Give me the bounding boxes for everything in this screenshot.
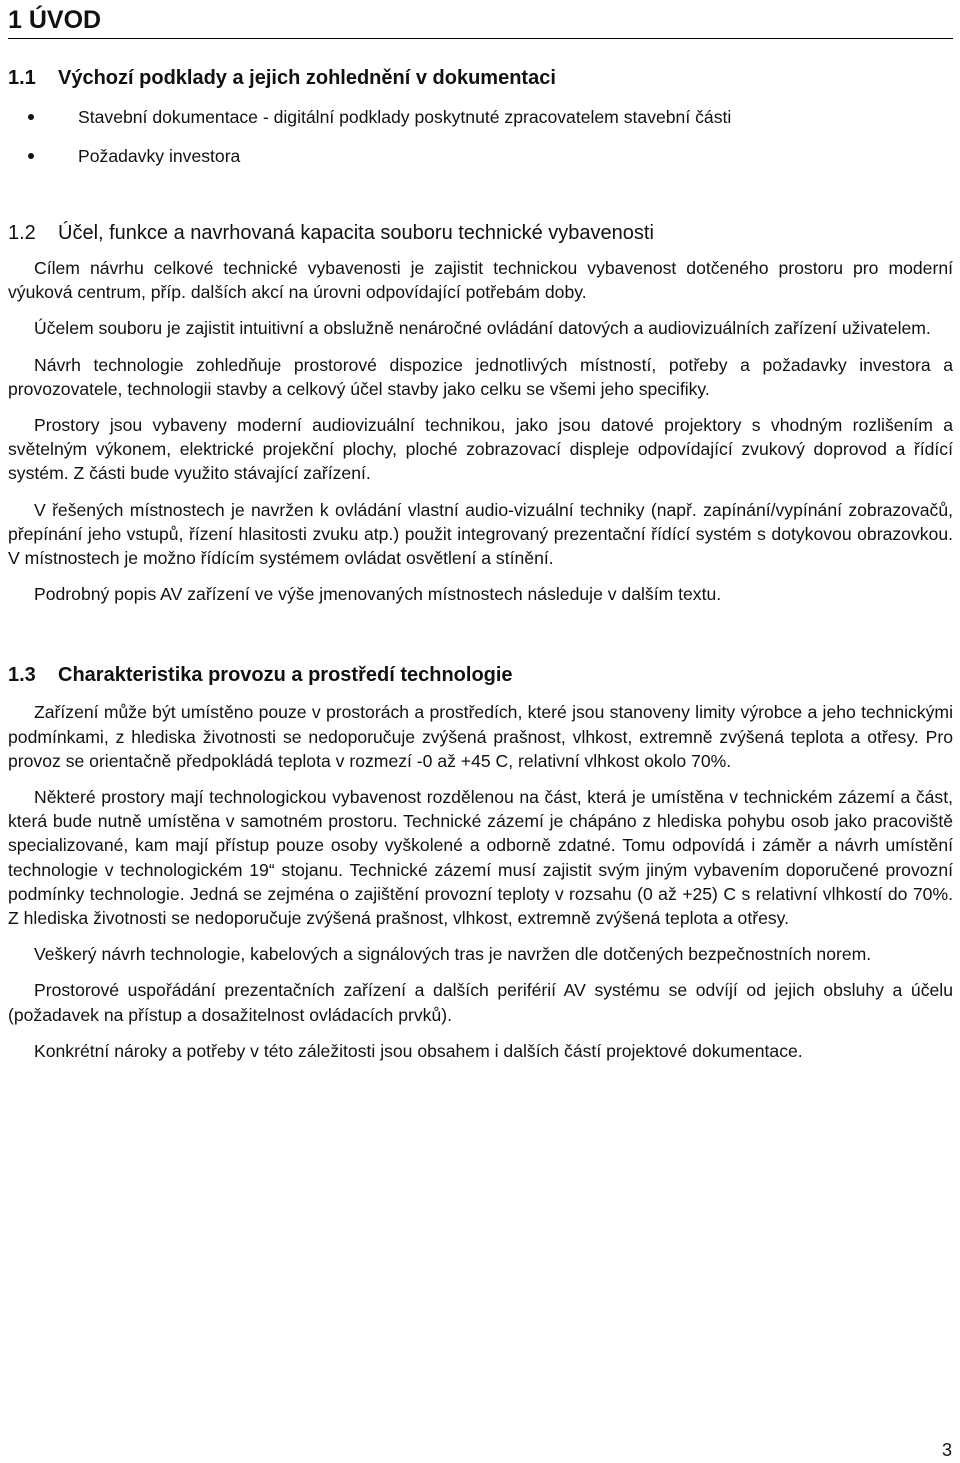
section-title: Výchozí podklady a jejich zohlednění v dokumentaci — [58, 67, 556, 89]
paragraph: Cílem návrhu celkové technické vybavenosti je zajistit technickou vybavenost dotčeného prostoru pro moderní výuková centrum, příp. dalších akcí na úrovni odpovídající potřebám doby. — [8, 258, 953, 303]
paragraph: Prostory jsou vybaveny moderní audiovizuální technikou, jako jsou datové projektory s vhodným rozlišením a světelným výkonem, elektrické projekční plochy, ploché zobrazovací displeje odpovídající zvukový doprovod a řídící systém. Z části bude využito stávající zařízení. — [8, 415, 953, 484]
paragraph: Účelem souboru je zajistit intuitivní a obslužně nenáročné ovládání datových a audiovizuálních zařízení uživatelem. — [34, 318, 931, 339]
paragraph: Prostorové uspořádání prezentačních zařízení a dalších periférií AV systému se odvíjí od jejich obsluhy a účelu (požadavek na přístup a dosažitelnost ovládacích prvků). — [8, 980, 953, 1025]
paragraph: Konkrétní nároky a potřeby v této záležitosti jsou obsahem i dalších částí projektové dokumentace. — [34, 1040, 803, 1061]
section-title: Účel, funkce a navrhovaná kapacita souboru technické vybavenosti — [58, 222, 654, 244]
bullet-icon — [28, 114, 34, 120]
chapter-number: 1 — [8, 6, 22, 34]
section-heading-1-2 — [8, 220, 953, 246]
section-number: 1.3 — [8, 664, 36, 687]
paragraph: Zařízení může být umístěno pouze v prostorách a prostředích, které jsou stanoveny limity výrobce a jeho technickými podmínkami, z hlediska životnosti se nedoporučuje zvýšená prašnost, vlhkost, extremně zvýšená teplota a otřesy. Pro provoz se orientačně předpokládá teplota v rozmezí -0 až +45 C, relativní vlhkost okolo 70%. — [8, 702, 953, 771]
chapter-heading — [8, 0, 953, 39]
section-heading-1-3 — [8, 662, 953, 688]
paragraph: Podrobný popis AV zařízení ve výše jmenovaných místnostech následuje v dalším textu. — [34, 584, 722, 605]
section-number: 1.2 — [8, 222, 36, 244]
list-item-text: Požadavky investora — [78, 146, 241, 166]
source-list — [8, 105, 953, 168]
page-number: 3 — [941, 1440, 952, 1460]
list-item-text: Stavební dokumentace - digitální podklady poskytnuté zpracovatelem stavební části — [78, 107, 732, 127]
section-number: 1.1 — [8, 67, 36, 89]
list-item — [8, 105, 953, 129]
paragraph: V řešených místnostech je navržen k ovládání vlastní audio-vizuální techniky (např. zapínání/vypínání zobrazovačů, přepínání jeho vstupů, řízení hlasitosti zvuku atp.) použit integrovaný prezentační řídící systém s dotykovou obrazovkou. V místnostech je možno řídícím systémem ovládat osvětlení a stínění. — [8, 499, 953, 569]
document-page — [8, 0, 953, 1063]
section-heading-1-1 — [8, 65, 953, 91]
list-item — [8, 144, 953, 168]
paragraph: Některé prostory mají technologickou vybavenost rozdělenou na část, která je umístěna v technickém zázemí a část, která bude nutně umístěna v samotném prostoru. Technické zázemí je chápáno z hlediska pohybu osob jako pracoviště specializované, kam mají přístup pouze osoby vyškolené a odborně zdatné. Tomu odpovídá i záměr a návrh umístění technologie v technologickém 19“ stojanu. Technické zázemí musí zajistit svým jiným vybavením doporučené provozní podmínky technologie. Jedná se zejména o zajištění provozní teploty v rozsahu (0 až +25) C s relativní vlhkostí do 70%. Z hlediska životnosti se nedoporučuje zvýšená prašnost, vlhkost, extremně zvýšená teplota a otřesy. — [8, 787, 953, 929]
bullet-icon — [28, 153, 34, 159]
section-title: Charakteristika provozu a prostředí technologie — [58, 664, 513, 687]
paragraph: Veškerý návrh technologie, kabelových a signálových tras je navržen dle dotčených bezpečnostních norem. — [34, 944, 872, 965]
paragraph: Návrh technologie zohledňuje prostorové dispozice jednotlivých místností, potřeby a požadavky investora a provozovatele, technologii stavby a celkový účel stavby jako celku se všemi jeho specifiky. — [8, 354, 953, 399]
chapter-title: ÚVOD — [28, 6, 102, 34]
